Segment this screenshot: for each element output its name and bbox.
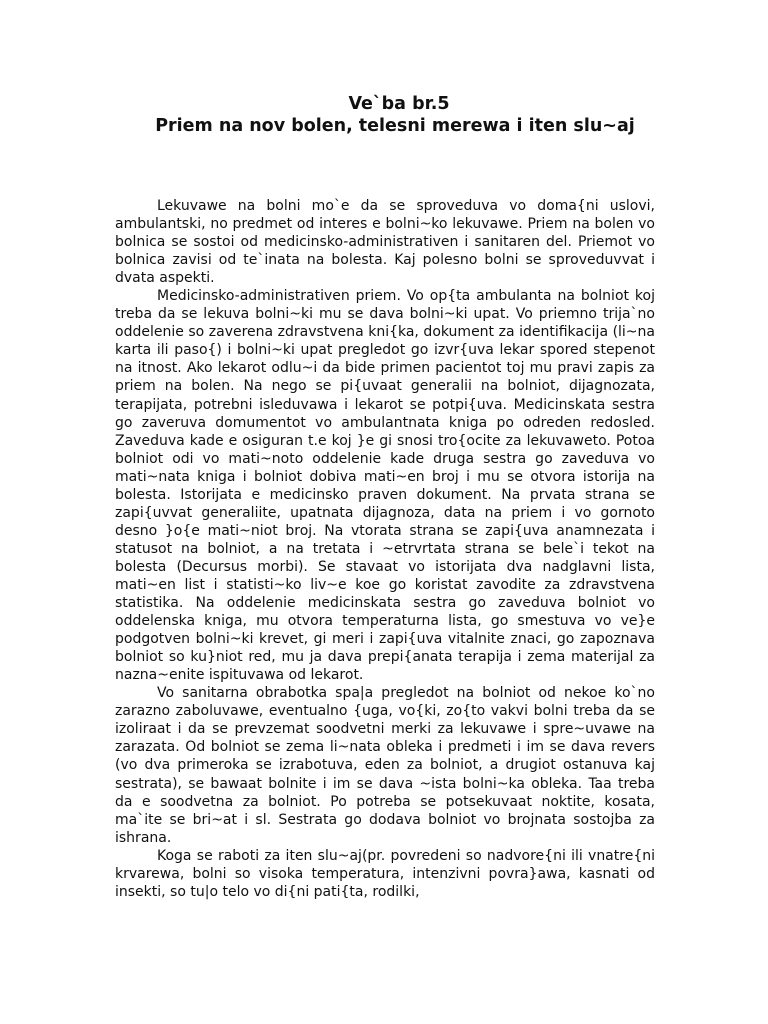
document-body bbox=[115, 197, 655, 901]
paragraph-sanitary-treatment: Vo sanitarna obrabotka spa|a pregledot na bolniot od nekoe ko`no zarazno zaboluvawe, eventualno {uga, vo{ki, zo{to vakvi bolni treba da se izoliraat i da se prevzemat soodvetni merki za lekuvawe i spre~uvawe na zarazata. Od bolniot se zema li~nata obleka i predmeti i im se dava revers (vo dva primeroka se izrabotuva, eden za bolniot, a drugiot ostanuva kaj sestrata), se bawaat bolnite i im se dava ~ista bolni~ka obleka. Taa treba da e soodvetna za bolniot. Po potreba se potsekuvaat noktite, kosata, ma`ite se bri~at i sl. Sestrata go dodava bolniot vo brojnata sostojba za ishrana. bbox=[115, 685, 655, 846]
paragraph-emergency-case: Koga se raboti za iten slu~aj(pr. povredeni so nadvore{ni ili vnatre{ni krvarewa, bolni so visoka temperatura, intenzivni povra}awa, kasnati od insekti, so tu|o telo vo di{ni pati{ta, rodilki, bbox=[115, 847, 655, 900]
document-page bbox=[115, 93, 655, 901]
exercise-number: Ve`ba br.5 bbox=[348, 94, 450, 114]
document-title bbox=[115, 93, 655, 137]
paragraph-admin-admission: Medicinsko-administrativen priem. Vo op{ta ambulanta na bolniot koj treba da se lekuva bolni~ki mu se dava bolni~ki upat. Vo priemno trija`no oddelenie so zaverena zdravstvena kni{ka, dokument za identifikacija (li~na karta ili paso{) i bolni~ki upat pregledot go izvr{uva lekar spored stepenot na itnost. Ako lekarot odlu~i da bide primen pacientot toj mu pravi zapis za priem na bolen. Na nego se pi{uvaat generalii na bolniot, dijagnozata, terapijata, potrebni isleduvawa i lekarot se potpi{uva. Medicinskata sestra go zaveruva domumentot vo ambulantnata kniga po odreden redosled. Zaveduva kade e osiguran t.e koj }e gi snosi tro{ocite za lekuvaweto. Potoa bolniot odi vo mati~noto oddelenie kade druga sestra go zaveduva vo mati~nata kniga i bolniot dobiva mati~en broj i mu se otvora istorija na bolesta. Istorijata e medicinsko praven dokument. Na prvata strana se zapi{uvvat generaliite, upatnata dijagnoza, data na priem i vo gornoto desno }o{e mati~niot broj. Na vtorata strana se zapi{uva anamnezata i statusot na bolniot, a na tretata i ~etrvrtata strana se bele`i tekot na bolesta (Decursus morbi). Se stavaat vo istorijata dva nadglavni lista, mati~en list i statisti~ko liv~e koe go koristat zavodite za zdravstvena statistika. Na oddelenie medicinskata sestra go zaveduva bolniot vo oddelenska kniga, mu otvora temperaturna lista, go smestuva vo ve}e podgotven bolni~ki krevet, gi meri i zapi{uva vitalnite znaci, go zapoznava bolniot so ku}niot red, mu ja dava prepi{anata terapija i zema materijal za nazna~enite ispituvawa od lekarot. bbox=[115, 288, 655, 684]
paragraph-intro: Lekuvawe na bolni mo`e da se sproveduva vo doma{ni uslovi, ambulantski, no predmet od interes e bolni~ko lekuvawe. Priem na bolen vo bolnica se sostoi od medicinsko-administrativen i sanitaren del. Priemot vo bolnica zavisi od te`inata na bolesta. Kaj polesno bolni se sproveduvvat i dvata aspekti. bbox=[115, 198, 655, 287]
exercise-topic: Priem na nov bolen, telesni merewa i iten slu~aj bbox=[155, 116, 635, 136]
